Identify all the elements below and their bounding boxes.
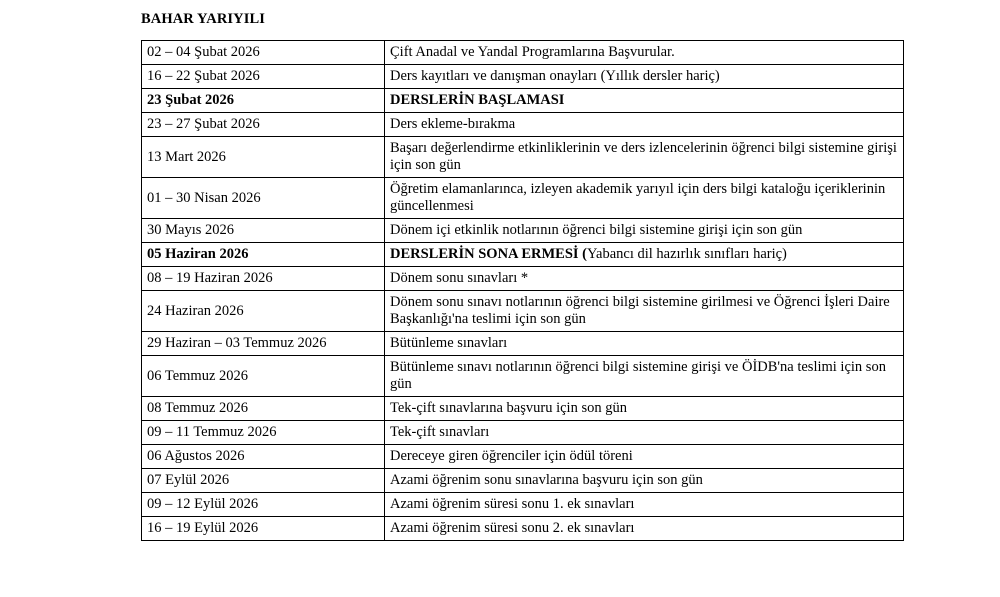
event-cell: Bütünleme sınavı notlarının öğrenci bilgi sistemine girişi ve ÖİDB'na teslimi için son gün: [385, 356, 904, 397]
date-cell: 08 – 19 Haziran 2026: [142, 267, 385, 291]
date-cell: 23 Şubat 2026: [142, 89, 385, 113]
event-cell: Başarı değerlendirme etkinliklerinin ve ders izlencelerinin öğrenci bilgi sistemine girişi için son gün: [385, 137, 904, 178]
table-row: [142, 65, 904, 89]
date-cell: 02 – 04 Şubat 2026: [142, 41, 385, 65]
table-row: [142, 517, 904, 541]
date-cell: 08 Temmuz 2026: [142, 397, 385, 421]
table-row: [142, 137, 904, 178]
date-cell: 01 – 30 Nisan 2026: [142, 178, 385, 219]
date-cell: 29 Haziran – 03 Temmuz 2026: [142, 332, 385, 356]
date-cell: 09 – 11 Temmuz 2026: [142, 421, 385, 445]
table-row: [142, 332, 904, 356]
table-row: [142, 243, 904, 267]
event-cell: Dereceye giren öğrenciler için ödül töreni: [385, 445, 904, 469]
academic-calendar-table: [141, 40, 904, 541]
table-row: [142, 89, 904, 113]
event-cell: Azami öğrenim süresi sonu 1. ek sınavları: [385, 493, 904, 517]
date-cell: 05 Haziran 2026: [142, 243, 385, 267]
date-cell: 16 – 22 Şubat 2026: [142, 65, 385, 89]
table-row: [142, 267, 904, 291]
table-row: [142, 421, 904, 445]
date-cell: 06 Ağustos 2026: [142, 445, 385, 469]
date-cell: 24 Haziran 2026: [142, 291, 385, 332]
date-cell: 09 – 12 Eylül 2026: [142, 493, 385, 517]
event-note: Yabancı dil hazırlık sınıfları hariç): [587, 246, 787, 262]
event-cell: Tek-çift sınavları: [385, 421, 904, 445]
event-cell: Ders ekleme-bırakma: [385, 113, 904, 137]
event-cell: Azami öğrenim süresi sonu 2. ek sınavları: [385, 517, 904, 541]
table-row: [142, 41, 904, 65]
table-row: [142, 291, 904, 332]
table-row: [142, 219, 904, 243]
section-title: BAHAR YARIYILI: [141, 11, 266, 27]
date-cell: 13 Mart 2026: [142, 137, 385, 178]
table-row: [142, 397, 904, 421]
event-cell: DERSLERİN BAŞLAMASI: [385, 89, 904, 113]
event-cell: Ders kayıtları ve danışman onayları (Yıllık dersler hariç): [385, 65, 904, 89]
event-cell: Tek-çift sınavlarına başvuru için son gün: [385, 397, 904, 421]
event-cell: Dönem sonu sınavları *: [385, 267, 904, 291]
event-cell: [385, 243, 904, 267]
calendar-body: [142, 41, 904, 541]
event-cell: Öğretim elamanlarınca, izleyen akademik yarıyıl için ders bilgi kataloğu içeriklerinin güncellenmesi: [385, 178, 904, 219]
event-cell: Bütünleme sınavları: [385, 332, 904, 356]
event-cell: Azami öğrenim sonu sınavlarına başvuru için son gün: [385, 469, 904, 493]
table-row: [142, 493, 904, 517]
event-cell: Çift Anadal ve Yandal Programlarına Başvurular.: [385, 41, 904, 65]
table-row: [142, 356, 904, 397]
table-row: [142, 469, 904, 493]
event-text: DERSLERİN SONA ERMESİ (: [390, 246, 588, 262]
date-cell: 16 – 19 Eylül 2026: [142, 517, 385, 541]
event-cell: Dönem sonu sınavı notlarının öğrenci bilgi sistemine girilmesi ve Öğrenci İşleri Daire Başkanlığı'na teslimi için son gün: [385, 291, 904, 332]
date-cell: 23 – 27 Şubat 2026: [142, 113, 385, 137]
date-cell: 07 Eylül 2026: [142, 469, 385, 493]
date-cell: 30 Mayıs 2026: [142, 219, 385, 243]
table-row: [142, 178, 904, 219]
table-row: [142, 113, 904, 137]
table-row: [142, 445, 904, 469]
date-cell: 06 Temmuz 2026: [142, 356, 385, 397]
event-cell: Dönem içi etkinlik notlarının öğrenci bilgi sistemine girişi için son gün: [385, 219, 904, 243]
